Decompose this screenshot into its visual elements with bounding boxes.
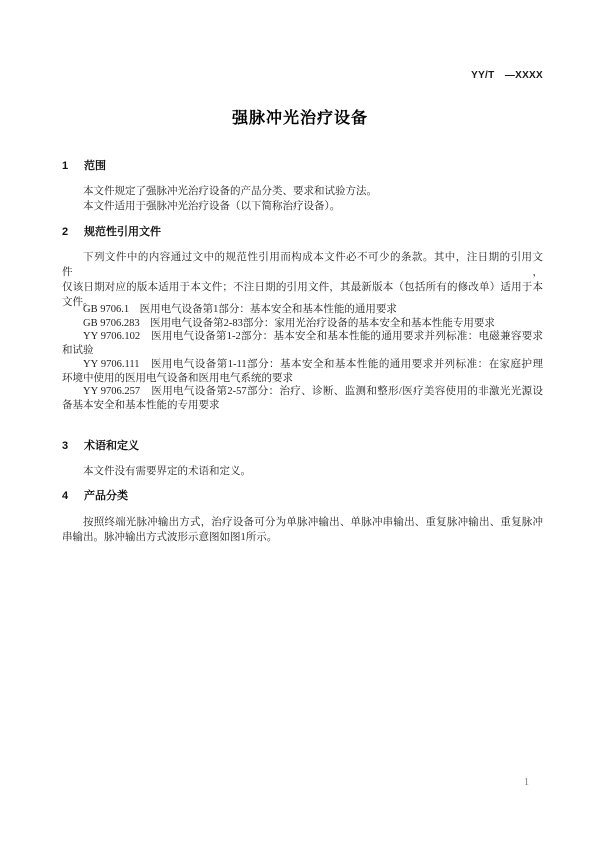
section-2-heading bbox=[62, 225, 543, 240]
paragraph-line: 按照终端光脉冲输出方式，治疗设备可分为单脉冲输出、单脉冲串输出、重复脉冲输出、重复脉冲 bbox=[83, 517, 543, 528]
page-number: 1 bbox=[524, 777, 529, 788]
section-number: 4 bbox=[62, 490, 69, 502]
paragraph-line: 下列文件中的内容通过文中的规范性引用而构成本文件必不可少的条款。其中，注日期的引用文件， bbox=[62, 252, 543, 278]
section-4-body bbox=[62, 515, 543, 545]
section-title: 规范性引用文件 bbox=[84, 226, 161, 238]
section-3-heading bbox=[62, 439, 543, 454]
section-number: 1 bbox=[62, 160, 69, 172]
reference-line: GB 9706.1 医用电气设备第1部分：基本安全和基本性能的通用要求 bbox=[83, 304, 397, 315]
reference-line: 环境中使用的医用电气设备和医用电气系统的要求 bbox=[62, 372, 293, 384]
paragraph-line: 文件。 bbox=[62, 297, 94, 308]
section-2-intro bbox=[62, 250, 543, 310]
normative-reference-list bbox=[62, 303, 543, 413]
paragraph-line: 本文件没有需要界定的术语和定义。 bbox=[83, 466, 251, 477]
section-1-body bbox=[62, 184, 543, 214]
reference-line: 和试验 bbox=[62, 345, 94, 357]
paragraph-line: 本文件规定了强脉冲光治疗设备的产品分类、要求和试验方法。 bbox=[83, 186, 377, 197]
section-title: 产品分类 bbox=[84, 490, 128, 502]
section-1-heading bbox=[62, 159, 543, 174]
section-title: 范围 bbox=[84, 160, 106, 172]
document-title: 强脉冲光治疗设备 bbox=[231, 110, 368, 127]
reference-line: YY 9706.257 医用电气设备第2-57部分：治疗、诊断、监测和整形/医疗美容使用的非激光光源设 bbox=[83, 386, 543, 398]
section-number: 3 bbox=[62, 440, 69, 452]
section-3-body bbox=[62, 464, 543, 479]
section-number: 2 bbox=[62, 226, 69, 238]
section-title: 术语和定义 bbox=[84, 440, 139, 452]
doc-number: YY/T —XXXX bbox=[471, 70, 543, 81]
reference-line: GB 9706.283 医用电气设备第2-83部分：家用光治疗设备的基本安全和基本性能专用要求 bbox=[83, 317, 495, 329]
paragraph-line: 本文件适用于强脉冲光治疗设备（以下简称治疗设备）。 bbox=[83, 201, 341, 212]
paragraph-line: 串输出。脉冲输出方式波形示意图如图1所示。 bbox=[62, 532, 278, 543]
reference-line: YY 9706.111 医用电气设备第1-11部分：基本安全和基本性能的通用要求并列标准：在家庭护理 bbox=[83, 358, 543, 370]
section-4-heading bbox=[62, 489, 543, 504]
reference-line: 备基本安全和基本性能的专用要求 bbox=[62, 399, 220, 411]
reference-line: YY 9706.102 医用电气设备第1-2部分：基本安全和基本性能的通用要求并列标准：电磁兼容要求 bbox=[83, 331, 543, 343]
paragraph-line: 仅该日期对应的版本适用于本文件；不注日期的引用文件，其最新版本（包括所有的修改单）适用于本 bbox=[62, 282, 543, 293]
